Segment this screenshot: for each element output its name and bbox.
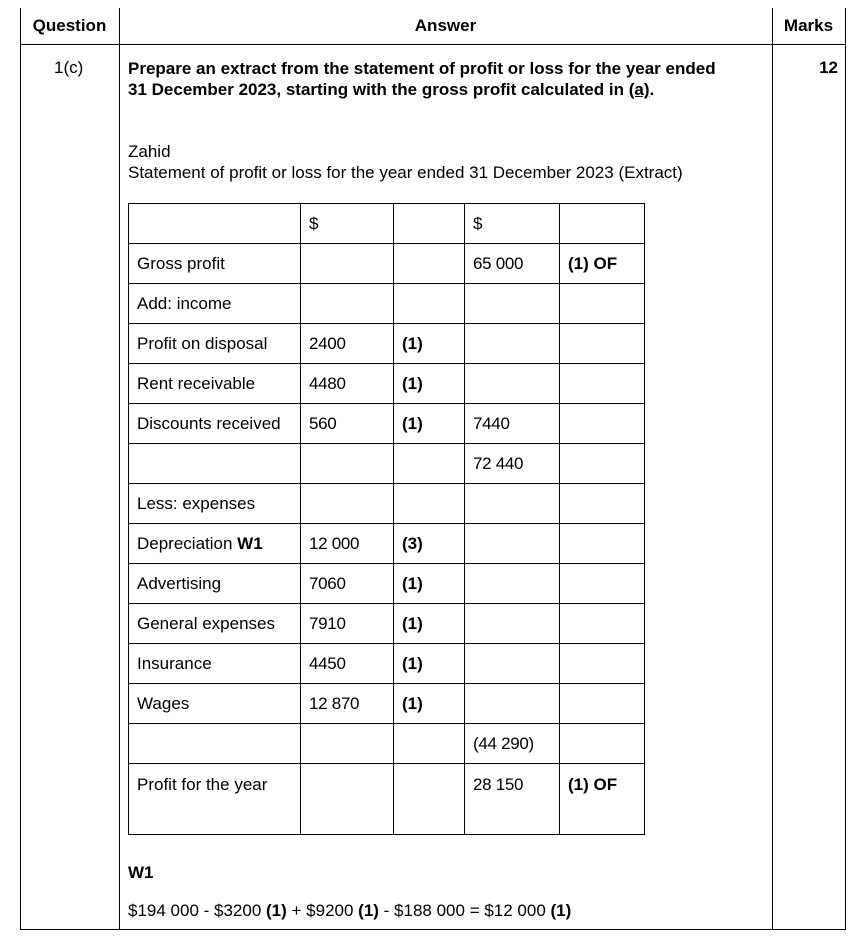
business-name: Zahid — [128, 142, 171, 161]
working-label: W1 — [128, 863, 154, 882]
working-calculation — [128, 901, 571, 921]
row-amount-2: 28 150 — [465, 764, 560, 835]
row-mark-2 — [560, 364, 645, 404]
answer-header: Answer — [414, 16, 477, 35]
row-mark-2 — [560, 484, 645, 524]
table-row — [129, 404, 645, 444]
row-mark-1 — [394, 284, 465, 324]
row-mark-1: (1) — [394, 644, 465, 684]
instruction-line-2-text: 31 December 2023, starting with the gross profit calculated in — [128, 80, 629, 99]
row-label-working-ref: W1 — [237, 534, 263, 553]
row-amount-2 — [465, 324, 560, 364]
row-amount-2: (44 290) — [465, 724, 560, 764]
row-label — [129, 484, 301, 524]
row-label — [129, 524, 301, 564]
row-mark-1: (1) — [394, 364, 465, 404]
marks-total: 12 — [819, 58, 838, 77]
table-row — [129, 764, 645, 835]
row-amount-2: 72 440 — [465, 444, 560, 484]
row-mark-2: (1) OF — [560, 244, 645, 284]
row-label-text: Profit for the year — [137, 775, 268, 794]
row-mark-2 — [560, 524, 645, 564]
row-label — [129, 724, 301, 764]
row-amount-1 — [301, 444, 394, 484]
row-mark-2 — [560, 284, 645, 324]
row-mark-1 — [394, 244, 465, 284]
table-row — [129, 364, 645, 404]
row-label — [129, 404, 301, 444]
header-cell-label — [129, 204, 301, 244]
question-instruction — [128, 58, 768, 100]
header-cell-currency-2: $ — [465, 204, 560, 244]
row-amount-2 — [465, 564, 560, 604]
table-row — [129, 524, 645, 564]
row-amount-1 — [301, 284, 394, 324]
row-label-text: Add: income — [137, 294, 232, 313]
row-label — [129, 444, 301, 484]
table-row — [129, 644, 645, 684]
statement-intro — [128, 141, 683, 183]
working-part-1: $194 000 - $3200 — [128, 901, 267, 920]
row-mark-2 — [560, 684, 645, 724]
header-cell-currency-1: $ — [301, 204, 394, 244]
row-mark-1 — [394, 484, 465, 524]
row-amount-1 — [301, 724, 394, 764]
row-mark-1: (1) — [394, 604, 465, 644]
table-row — [129, 604, 645, 644]
row-amount-1: 4480 — [301, 364, 394, 404]
marks-header: Marks — [783, 16, 834, 35]
question-column-divider — [119, 8, 120, 930]
row-mark-2 — [560, 644, 645, 684]
row-label — [129, 564, 301, 604]
working-part-2: + $9200 — [286, 901, 359, 920]
row-label-text: Discounts received — [137, 414, 281, 433]
row-amount-1 — [301, 764, 394, 835]
row-mark-1 — [394, 724, 465, 764]
row-label-text: Advertising — [137, 574, 222, 593]
row-mark-2 — [560, 324, 645, 364]
row-mark-1: (3) — [394, 524, 465, 564]
row-mark-1: (1) — [394, 684, 465, 724]
statement-title: Statement of profit or loss for the year ended 31 December 2023 (Extract) — [128, 163, 683, 182]
table-row — [129, 444, 645, 484]
row-amount-2 — [465, 364, 560, 404]
row-mark-2 — [560, 604, 645, 644]
instruction-line-2 — [128, 79, 768, 100]
row-label — [129, 764, 301, 835]
frame-left-border — [20, 8, 21, 930]
working-part-3: - $188 000 = $12 000 — [378, 901, 551, 920]
row-amount-2 — [465, 644, 560, 684]
row-label — [129, 364, 301, 404]
table-header-row — [129, 204, 645, 244]
table-row — [129, 244, 645, 284]
row-mark-1 — [394, 764, 465, 835]
row-amount-2 — [465, 684, 560, 724]
row-label-text: Gross profit — [137, 254, 225, 273]
row-amount-2 — [465, 484, 560, 524]
row-amount-1: 4450 — [301, 644, 394, 684]
row-label-text: Rent receivable — [137, 374, 256, 393]
row-amount-1: 12 870 — [301, 684, 394, 724]
header-divider — [20, 44, 846, 45]
table-row — [129, 684, 645, 724]
row-amount-1: 7060 — [301, 564, 394, 604]
row-label — [129, 324, 301, 364]
row-label-text: Profit on disposal — [137, 334, 268, 353]
row-amount-2: 65 000 — [465, 244, 560, 284]
row-mark-2 — [560, 404, 645, 444]
row-amount-1 — [301, 244, 394, 284]
row-label — [129, 604, 301, 644]
row-amount-2 — [465, 524, 560, 564]
table-row — [129, 284, 645, 324]
row-amount-1: 560 — [301, 404, 394, 444]
row-amount-1 — [301, 484, 394, 524]
row-mark-2: (1) OF — [560, 764, 645, 835]
row-label — [129, 244, 301, 284]
header-cell-mark-1 — [394, 204, 465, 244]
mark-scheme-frame — [20, 8, 846, 930]
row-label-text: Wages — [137, 694, 190, 713]
frame-right-border — [845, 8, 846, 930]
frame-bottom-border — [20, 929, 846, 930]
question-number: 1(c) — [54, 58, 84, 77]
question-header: Question — [32, 16, 107, 35]
table-row — [129, 724, 645, 764]
row-label-text: Depreciation — [137, 534, 238, 553]
part-a-reference: (a) — [628, 80, 650, 99]
working-mark-2: (1) — [358, 901, 379, 920]
row-amount-1: 7910 — [301, 604, 394, 644]
row-amount-2 — [465, 604, 560, 644]
table-row — [129, 484, 645, 524]
row-mark-2 — [560, 724, 645, 764]
header-cell-mark-2 — [560, 204, 645, 244]
row-amount-2 — [465, 284, 560, 324]
row-amount-1: 2400 — [301, 324, 394, 364]
row-label — [129, 644, 301, 684]
row-mark-2 — [560, 444, 645, 484]
row-label-text: General expenses — [137, 614, 275, 633]
working-mark-3: (1) — [550, 901, 572, 920]
working-mark-1: (1) — [266, 901, 287, 920]
row-label — [129, 284, 301, 324]
row-mark-1: (1) — [394, 564, 465, 604]
table-row — [129, 324, 645, 364]
row-label-text: Less: expenses — [137, 494, 256, 513]
instruction-line-2-end: . — [649, 80, 655, 99]
instruction-line-1: Prepare an extract from the statement of profit or loss for the year ended — [128, 59, 716, 78]
row-label — [129, 684, 301, 724]
row-label-text: Insurance — [137, 654, 212, 673]
marks-column-divider — [772, 8, 773, 930]
row-mark-1 — [394, 444, 465, 484]
row-mark-1: (1) — [394, 404, 465, 444]
row-mark-1: (1) — [394, 324, 465, 364]
table-row — [129, 564, 645, 604]
row-amount-1: 12 000 — [301, 524, 394, 564]
row-amount-2: 7440 — [465, 404, 560, 444]
row-mark-2 — [560, 564, 645, 604]
profit-or-loss-statement-table — [128, 203, 645, 835]
